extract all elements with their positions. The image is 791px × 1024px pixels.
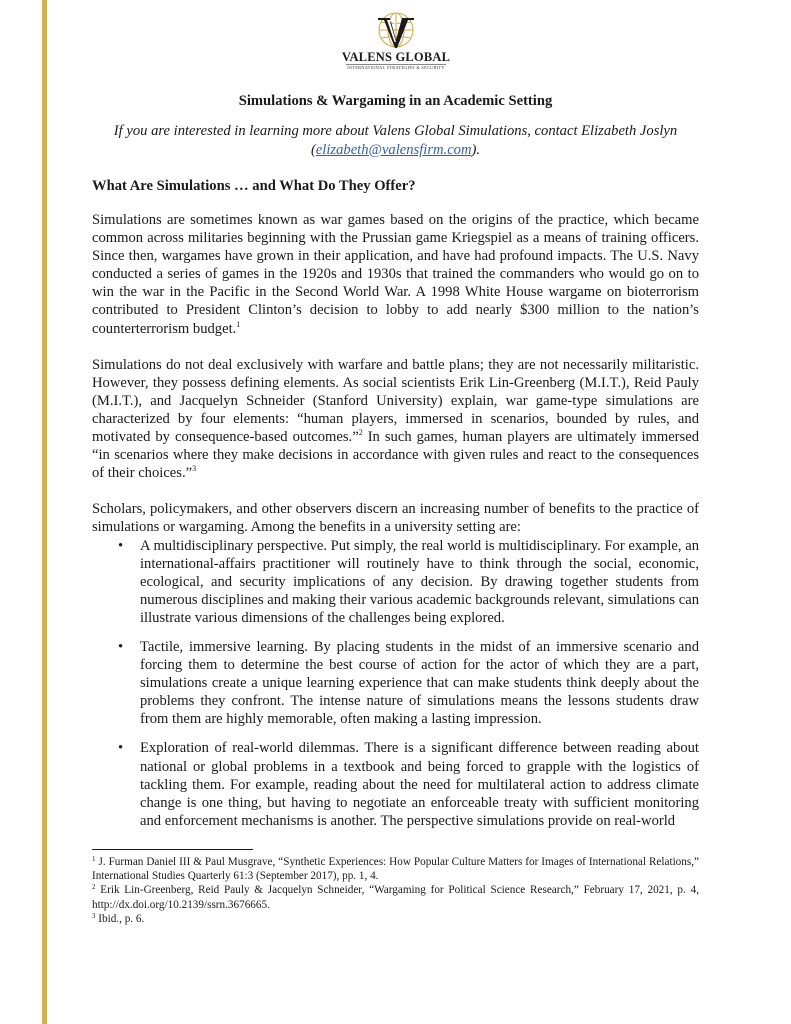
- bullet-icon: •: [118, 638, 124, 655]
- footnotes: [92, 855, 699, 926]
- globe-v-emblem-icon: [373, 10, 419, 50]
- paragraph-text: Simulations do not deal exclusively with warfare and battle plans; they are not necessarily militaristic. However, they possess defining elements. As social scientists Erik Lin-Greenberg (M.I.T.), Reid Pauly (M.I.T.), and Jacquelyn Schneider (Stanford University) explain, war game-type simulations are characterized by four elements: “human players, immersed in scenarios, bounded by rules, and motivated by consequence-based outcomes.”: [92, 356, 699, 446]
- bullet-icon: •: [118, 537, 124, 554]
- list-item-text: Tactile, immersive learning. By placing students in the midst of an immersive scenario and forcing them to determine the best course of action for the actor of which they are a part, simulations create a unique learning experience that can make students think deeply about the problems they confront. The intense nature of simulations means the lessons students draw from them are highly memorable, often making a lasting impression.: [140, 638, 699, 728]
- contact-text: If you are interested in learning more about Valens Global Simulations, contact Elizabeth Joslyn (: [113, 123, 678, 158]
- footnote-ref[interactable]: 2: [358, 428, 363, 438]
- paragraph-origins: [92, 211, 699, 338]
- footnote-text: Erik Lin-Greenberg, Reid Pauly & Jacquelyn Schneider, “Wargaming for Political Science Research,” February 17, 2021, p. 4, http://dx.doi.org/10.2139/ssrn.3676665.: [92, 884, 699, 911]
- list-item-text: A multidisciplinary perspective. Put simply, the real world is multidisciplinary. For example, an international-affairs practitioner will routinely have to think through the social, economic, ecological, and security implications of any decision. By drawing together students from numerous disciplines and making their various academic backgrounds relevant, simulations can illustrate various dimensions of the challenges being explored.: [140, 537, 699, 626]
- paragraph-benefits-intro: Scholars, policymakers, and other observers discern an increasing number of benefits to the practice of simulations or wargaming. Among the benefits in a university setting are:: [92, 501, 699, 536]
- footnote-text: J. Furman Daniel III & Paul Musgrave, “Synthetic Experiences: How Popular Culture Matters for Images of International Relations,” International Studies Quarterly 61:3 (September 2017), pp. 1, 4.: [92, 856, 699, 883]
- footnote: [92, 855, 699, 883]
- paragraph-text: Simulations are sometimes known as war games based on the origins of the practice, which became common across militaries beginning with the Prussian game Kriegspiel as a means of training officers. Since then, wargames have grown in their application, and have had profound impacts. The U.S. Navy conducted a series of games in the 1920s and 1930s that trained the commanders who would go on to win the war in the Pacific in the Second World War. A 1998 White House wargame on bioterrorism contributed to President Clinton’s decision to lobby to add nearly $300 million to the nation’s counterterrorism budget.: [92, 212, 699, 337]
- footnote-text: Ibid., p. 6.: [95, 912, 145, 925]
- list-item: [92, 638, 699, 728]
- contact-note: [92, 122, 699, 159]
- footnote: [92, 883, 699, 911]
- company-logo: [340, 10, 452, 80]
- logo-name: VALENS GLOBAL: [341, 50, 451, 64]
- footnote-number: 1: [92, 855, 96, 863]
- logo-tagline: INTERNATIONAL STRATEGIES & SECURITY: [347, 65, 445, 70]
- footnote: [92, 912, 699, 926]
- footnote-number: 2: [92, 883, 96, 892]
- list-item: [92, 739, 699, 829]
- document-body: [92, 92, 699, 841]
- list-item: [92, 537, 699, 627]
- footnote-ref[interactable]: 3: [192, 464, 197, 474]
- contact-email-link[interactable]: elizabeth@valensfirm.com: [315, 141, 472, 158]
- benefits-list: [92, 537, 699, 830]
- page-accent-bar: [42, 0, 47, 1024]
- footnote-ref[interactable]: 1: [236, 319, 241, 329]
- section-heading: What Are Simulations … and What Do They Offer?: [92, 177, 416, 194]
- footnote-separator: [92, 849, 253, 850]
- paragraph-text: In such games, human players are ultimately immersed “in scenarios where they make decisions in accordance with given rules and react to the consequences of their choices.”: [92, 429, 699, 482]
- contact-text-end: ).: [471, 141, 481, 158]
- document-title: Simulations & Wargaming in an Academic Setting: [238, 93, 553, 109]
- bullet-icon: •: [118, 740, 124, 757]
- paragraph-definition: [92, 356, 699, 483]
- footnote-number: 3: [92, 911, 96, 920]
- list-item-text: Exploration of real-world dilemmas. There is a significant difference between reading about national or global problems in a textbook and being forced to grapple with the logistics of tackling them. For example, reading about the need for multilateral action to address climate change is one thing, but having to negotiate an enforceable treaty with sufficient monitoring and enforcement mechanisms is another. The perspective simulations provide on real-world: [140, 740, 699, 829]
